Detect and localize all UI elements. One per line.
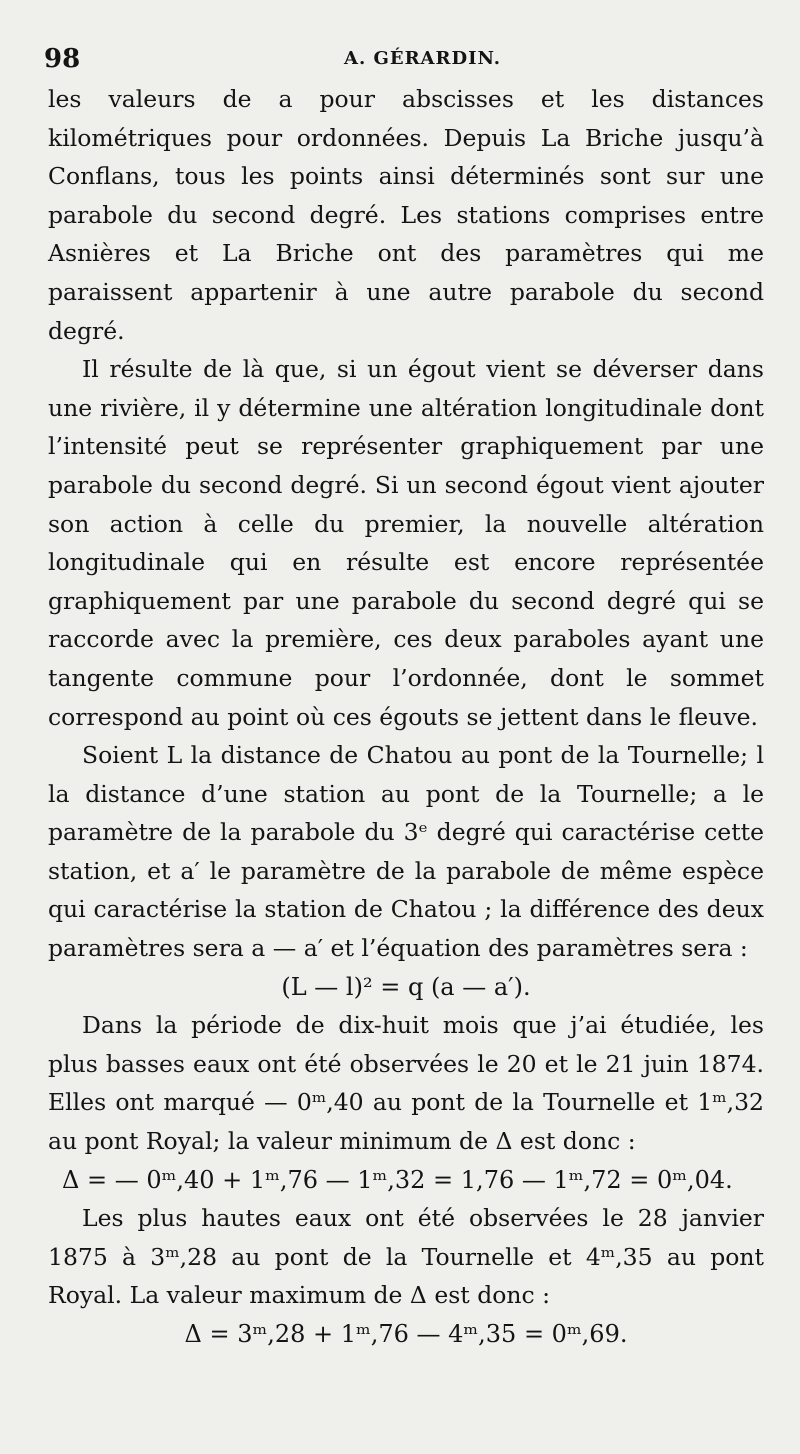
page-header [44,44,764,78]
page-number: 98 [44,44,81,74]
equation-delta-max: Δ = 3ᵐ,28 + 1ᵐ,76 — 4ᵐ,35 = 0ᵐ,69. [184,1320,628,1348]
equation-delta-min: Δ = — 0ᵐ,40 + 1ᵐ,76 — 1ᵐ,32 = 1,76 — 1ᵐ,72 = 0ᵐ,04. [62,1165,733,1194]
paragraph-1: les valeurs de a pour abscisses et les distances kilométriques pour ordonnées. Depuis La Briche jusqu’à Conflans, tous les points ainsi déterminés sont sur une parabole du second degré. Les stations comprises entre Asnières et La Briche ont des paramètres qui me paraissent appartenir à une autre parabole du second degré. [48,85,764,345]
paragraph-5: Les plus hautes eaux ont été observées le 28 janvier 1875 à 3ᵐ,28 au pont de la Tournelle et 4ᵐ,35 au pont Royal. La valeur maximum de Δ est donc : [48,1204,764,1310]
paragraph-2: Il résulte de là que, si un égout vient se déverser dans une rivière, il y détermine une altération longitudinale dont l’intensité peut se représenter graphiquement par une parabole du second degré. Si un second égout vient ajouter son action à celle du premier, la nouvelle altération longitudinale qui en résulte est encore représentée graphiquement par une parabole du second degré qui se raccorde avec la première, ces deux paraboles ayant une tangente commune pour l’ordonnée, dont le sommet correspond au point où ces égouts se jettent dans le fleuve. [48,355,764,731]
paragraph-3: Soient L la distance de Chatou au pont de la Tournelle; l la distance d’une station au pont de la Tournelle; a le paramètre de la parabole du 3ᵉ degré qui caractérise cette station, et a′ le paramètre de la parabole de même espèce qui caractérise la station de Chatou ; la différence des deux paramètres sera a — a′ et l’équation des paramètres sera : [48,741,764,963]
paragraph-4: Dans la période de dix-huit mois que j’ai étudiée, les plus basses eaux ont été observées le 20 et le 21 juin 1874. Elles ont marqué — 0ᵐ,40 au pont de la Tournelle et 1ᵐ,32 au pont Royal; la valeur minimum de Δ est donc : [48,1011,764,1156]
body-text [48,80,764,1354]
running-head: A. GÉRARDIN. [344,48,502,69]
equation-parameters: (L — l)² = q (a — a′). [281,972,531,1001]
